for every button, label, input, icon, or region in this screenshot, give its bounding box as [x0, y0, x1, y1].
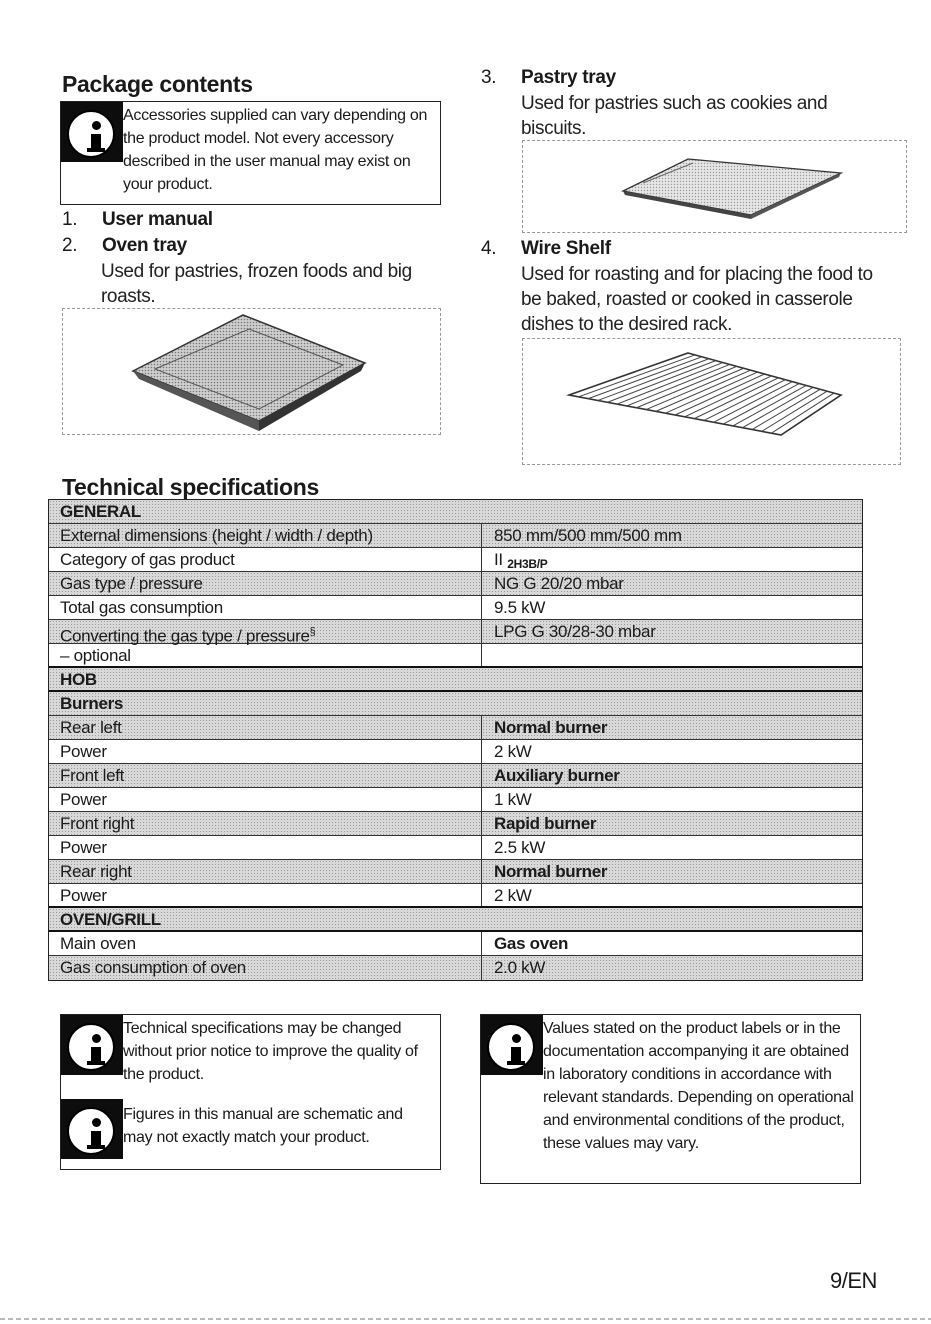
technical-specifications-heading: Technical specifications	[62, 474, 319, 500]
spec-value: Normal burner	[482, 860, 862, 883]
accessories-info-text: Accessories supplied can vary depending on the product model. Not every accessory described in the user manual may exist on your product.	[123, 107, 428, 193]
footnote-mark: §	[309, 626, 316, 638]
page-edge-line	[0, 1318, 931, 1320]
item-title: Pastry tray	[521, 67, 616, 88]
section-burners: Burners	[49, 692, 862, 715]
spec-value: LPG G 30/28-30 mbar	[482, 620, 862, 643]
info-icon	[61, 1015, 123, 1075]
table-row	[49, 860, 862, 884]
spec-label: Power	[49, 740, 482, 763]
pastry-tray-image	[523, 141, 908, 234]
item-number: 4.	[481, 238, 497, 259]
spec-value	[482, 644, 862, 666]
spec-value: Normal burner	[482, 716, 862, 739]
spec-label: Power	[49, 836, 482, 859]
table-row	[49, 692, 862, 716]
spec-change-note: Technical specifications may be changed without prior notice to improve the quality of the product.	[123, 1020, 418, 1083]
table-row	[49, 908, 862, 932]
table-row	[49, 788, 862, 812]
page-number: 9/EN	[830, 1268, 877, 1293]
item-number: 2.	[62, 235, 78, 256]
spec-value: 2.0 kW	[482, 956, 862, 980]
spec-table	[48, 499, 863, 981]
item-number: 3.	[481, 67, 497, 88]
table-row	[49, 668, 862, 692]
spec-change-note-box	[60, 1014, 441, 1170]
table-row	[49, 884, 862, 908]
figures-note: Figures in this manual are schematic and may not exactly match your product.	[123, 1106, 403, 1146]
spec-label	[49, 620, 482, 646]
pastry-tray-figure	[522, 140, 907, 233]
info-icon	[61, 102, 123, 162]
spec-label: Front right	[49, 812, 482, 835]
section-hob: HOB	[49, 668, 862, 690]
table-row	[49, 524, 862, 548]
item-title: Oven tray	[102, 235, 187, 256]
spec-value	[482, 548, 862, 571]
spec-value: 2.5 kW	[494, 838, 546, 857]
section-general: GENERAL	[49, 500, 862, 523]
accessories-info-box	[60, 101, 441, 205]
values-note-box	[480, 1014, 861, 1184]
spec-value: 2 kW	[494, 886, 532, 905]
spec-label: Rear right	[49, 860, 482, 883]
spec-label-text: Converting the gas type / pressure	[60, 626, 310, 646]
table-row	[49, 596, 862, 620]
spec-value: 2 kW	[494, 742, 532, 761]
spec-value: Rapid burner	[482, 812, 862, 835]
spec-label: – optional	[49, 644, 482, 666]
table-row	[49, 740, 862, 764]
oven-tray-figure	[62, 308, 441, 435]
spec-label: Front left	[49, 764, 482, 787]
table-row	[49, 956, 862, 980]
spec-value-sub: 2H3B/P	[507, 557, 548, 571]
oven-tray-image	[63, 309, 442, 436]
package-contents-heading: Package contents	[62, 71, 253, 97]
spec-label: Rear left	[49, 716, 482, 739]
section-oven-grill: OVEN/GRILL	[49, 908, 862, 930]
wire-shelf-description: Used for roasting and for placing the food to be baked, roasted or cooked in casserole dishes to the desired rack.	[521, 264, 873, 335]
wire-shelf-figure	[522, 338, 901, 465]
spec-value: NG G 20/20 mbar	[482, 572, 862, 595]
table-row	[49, 572, 862, 596]
spec-label: Power	[49, 884, 482, 906]
wire-shelf-image	[523, 339, 902, 466]
spec-label: Power	[49, 788, 482, 811]
spec-label: Main oven	[49, 932, 482, 955]
spec-value-main: II	[494, 550, 503, 569]
spec-value: Auxiliary burner	[482, 764, 862, 787]
spec-value: 850 mm/500 mm/500 mm	[482, 524, 862, 547]
table-row	[49, 716, 862, 740]
oven-tray-description: Used for pastries, frozen foods and big roasts.	[101, 261, 412, 307]
info-icon	[481, 1015, 543, 1075]
table-row	[49, 764, 862, 788]
spec-label: Gas consumption of oven	[49, 956, 482, 980]
table-row	[49, 548, 862, 572]
spec-value: 1 kW	[494, 790, 532, 809]
spec-value: Gas oven	[494, 934, 569, 953]
table-row	[49, 836, 862, 860]
table-row	[49, 644, 862, 668]
spec-label: Total gas consumption	[49, 596, 482, 619]
table-row	[49, 620, 862, 644]
pastry-tray-description: Used for pastries such as cookies and biscuits.	[521, 93, 828, 139]
item-number: 1.	[62, 209, 78, 230]
item-title: Wire Shelf	[521, 238, 611, 259]
item-title: User manual	[102, 209, 213, 230]
spec-label: Gas type / pressure	[49, 572, 482, 595]
values-note: Values stated on the product labels or in the documentation accompanying it are obtained in laboratory conditions in accordance with relevant standards. Depending on operational and environmental conditions of the product, these values may vary.	[543, 1020, 854, 1152]
table-row	[49, 500, 862, 524]
spec-label: External dimensions (height / width / depth)	[49, 524, 482, 547]
table-row	[49, 932, 862, 956]
table-row	[49, 812, 862, 836]
spec-label: Category of gas product	[49, 548, 482, 571]
spec-value: 9.5 kW	[494, 598, 546, 617]
